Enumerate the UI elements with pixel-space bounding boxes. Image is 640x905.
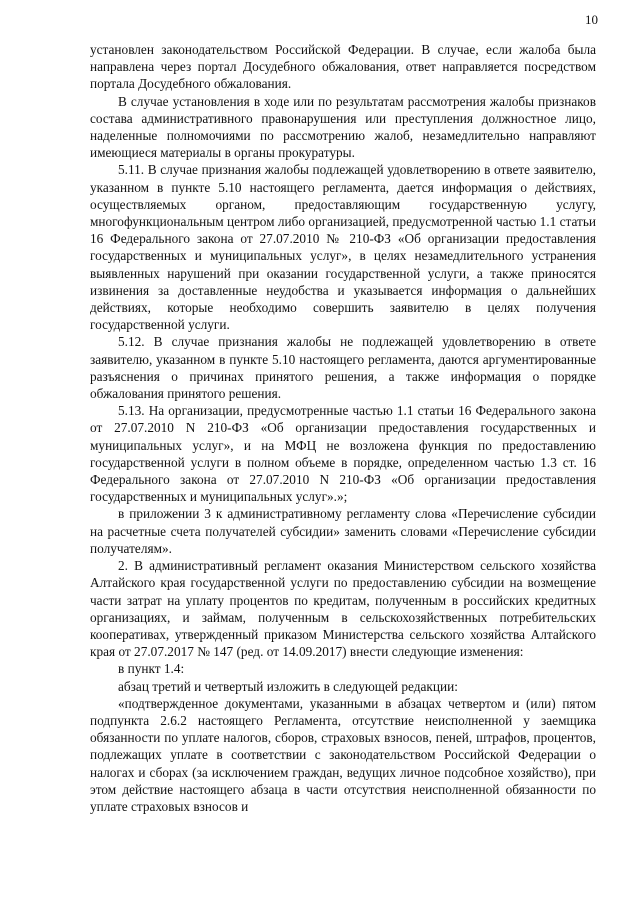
paragraph: в пункт 1.4: — [118, 661, 185, 677]
paragraph: абзац третий и четвертый изложить в следующей редакции: — [118, 678, 458, 694]
paragraph: «подтвержденное документами, указанными в абзацах четвертом и (или) пятом подпункта 2.6.2 настоящего Регламента, отсутствие неисполненной у заемщика обязанности по уплате налогов, сборов, страховых взносов, пеней, штрафов, процентов, подлежащих уплате в соответствии с законодательством Российской Федерации о налогах и сборах (за исключением граждан, ведущих личное подсобное хозяйство), при этом действие настоящего абзаца в части отсутствия неисполненной обязанности по уплате страховых взносов и — [90, 695, 596, 814]
paragraph: В случае установления в ходе или по результатам рассмотрения жалобы признаков состава административного правонарушения или преступления должностное лицо, наделенные полномочиями по рассмотрению жалоб, незамедлительно направляют имеющиеся материалы в органы прокуратуры. — [90, 93, 596, 161]
paragraph: 5.12. В случае признания жалобы не подлежащей удовлетворению в ответе заявителю, указанном в пункте 5.10 настоящего регламента, даются аргументированные разъяснения о причинах принятого решения, а также информация о порядке обжалования принятого решения. — [90, 334, 596, 402]
paragraph: установлен законодательством Российской Федерации. В случае, если жалоба была направлена через портал Досудебного обжалования, ответ направляется посредством портала Досудебного обжалования. — [90, 42, 596, 92]
paragraph: в приложении 3 к административному регламенту слова «Перечисление субсидии на расчетные счета получателей субсидии» заменить словами «Перечисление субсидии получателям». — [90, 506, 596, 556]
paragraph: 5.11. В случае признания жалобы подлежащей удовлетворению в ответе заявителю, указанном в пункте 5.10 настоящего регламента, дается информация о действиях, осуществляемых органом, предоставляющим государственную услугу, многофункциональным центром либо организацией, предусмотренной частью 1.1 статьи 16 Федерального закона от 27.07.2010 № 210-ФЗ «Об организации предоставления государственных и муниципальных услуг», в целях незамедлительного устранения выявленных нарушений при оказании государственной услуги, а также приносятся извинения за доставленные неудобства и указывается информация о дальнейших действиях, которые необходимо совершить заявителю в целях получения государственной услуги. — [90, 162, 596, 333]
document-body — [90, 41, 596, 815]
page-number: 10 — [585, 12, 598, 27]
paragraph: 2. В административный регламент оказания Министерством сельского хозяйства Алтайского края государственной услуги по предоставлению субсидии на возмещение части затрат на уплату процентов по кредитам, полученным в российских кредитных организациях, и займам, полученным в сельскохозяйственных потребительских кооперативах, утвержденный приказом Министерства сельского хозяйства Алтайского края от 27.07.2017 № 147 (ред. от 14.09.2017) внести следующие изменения: — [90, 558, 596, 660]
paragraph: 5.13. На организации, предусмотренные частью 1.1 статьи 16 Федерального закона от 27.07.2010 N 210-ФЗ «Об организации предоставления государственных и муниципальных услуг», и на МФЦ не возложена функция по предоставлению государственной услуги в полном объеме в порядке, определенном частью 1.3 ст. 16 Федерального закона от 27.07.2010 N 210-ФЗ «Об организации предоставления государственных и муниципальных услуг».»; — [90, 403, 596, 505]
